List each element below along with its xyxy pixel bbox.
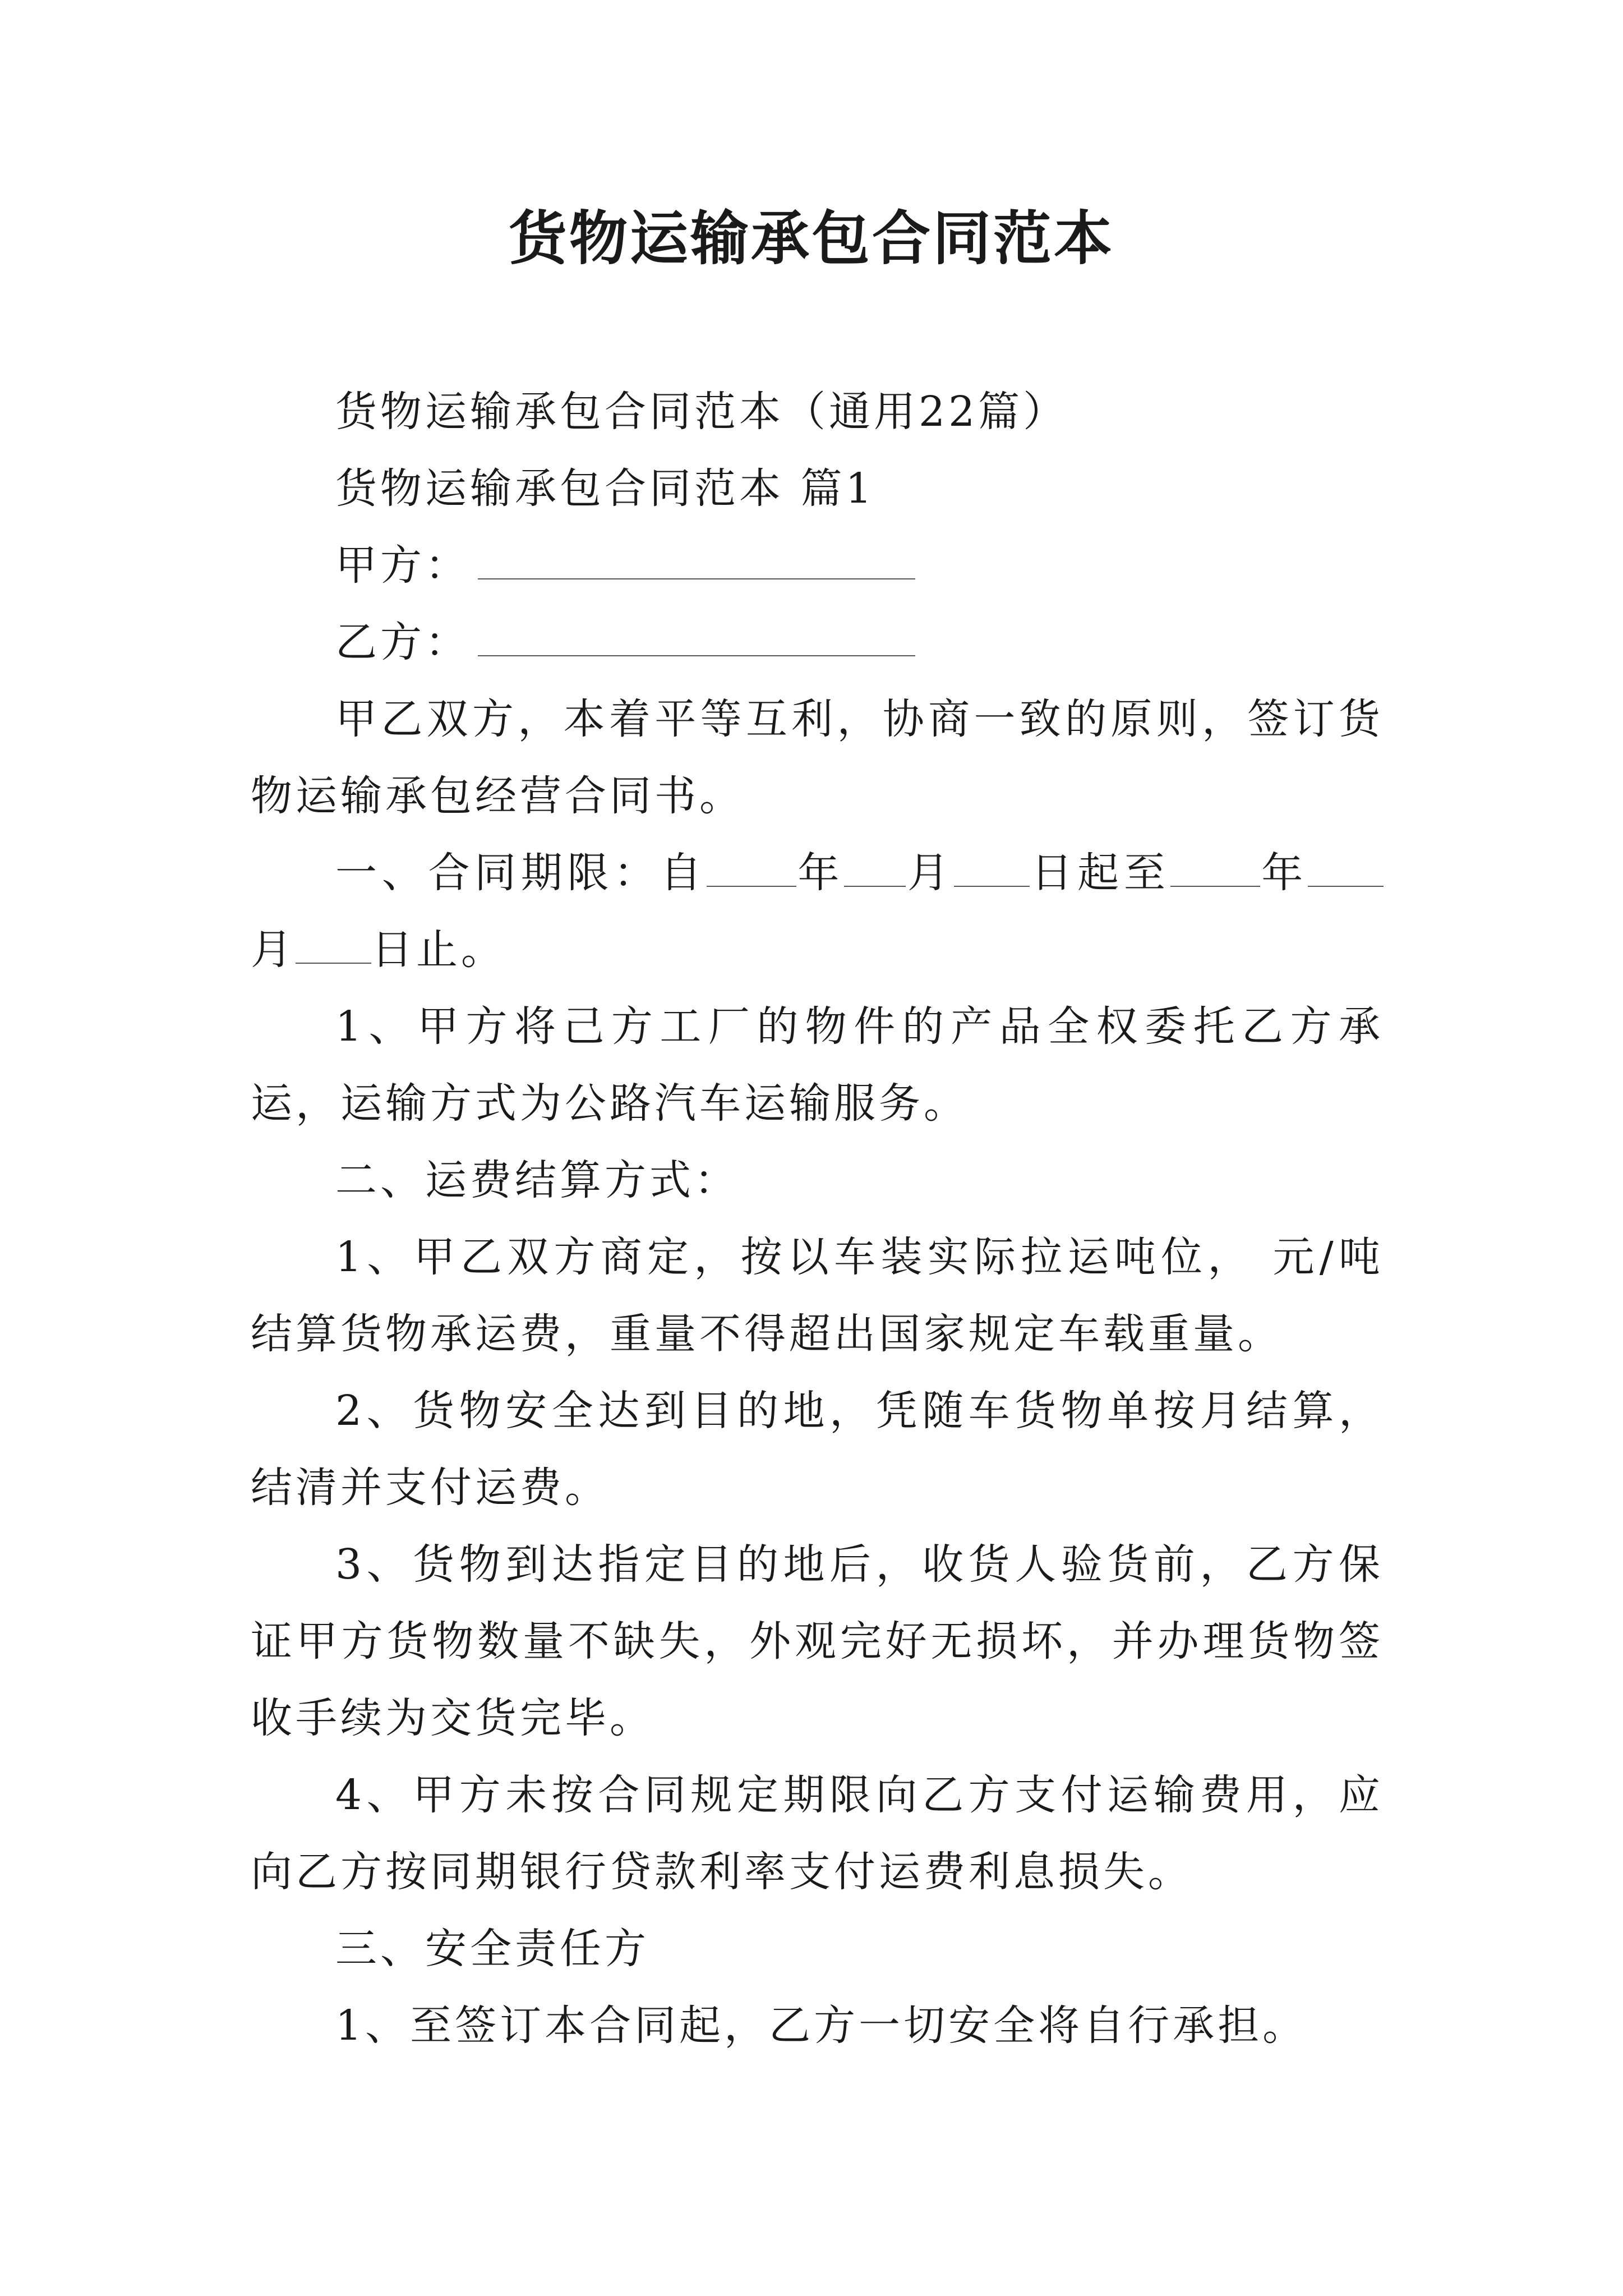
document-body bbox=[251, 374, 1384, 2064]
document-title: 货物运输承包合同范本 bbox=[508, 204, 1114, 273]
clause-2-4: 4、甲方未按合同规定期限向乙方支付运输费用，应向乙方按同期银行贷款利率支付运费利息损失。 bbox=[251, 1771, 1384, 1896]
end-year-blank bbox=[1170, 852, 1260, 887]
end-month-blank bbox=[1308, 852, 1384, 887]
term-year-2: 年 bbox=[1260, 849, 1308, 897]
term-month-2: 月 bbox=[251, 926, 296, 974]
clause-2-3: 3、货物到达指定目的地后，收货人验货前，乙方保证甲方货物数量不缺失，外观完好无损坏，并办理货物签收手续为交货完毕。 bbox=[251, 1540, 1384, 1742]
term-day-to: 日起至 bbox=[1029, 849, 1170, 897]
clause-2-2: 2、货物安全达到目的地，凭随车货物单按月结算，结清并支付运费。 bbox=[251, 1387, 1384, 1512]
clause-3-1: 1、至签订本合同起，乙方一切安全将自行承担。 bbox=[335, 2001, 1308, 2050]
end-day-blank bbox=[296, 929, 371, 964]
subtitle: 货物运输承包合同范本（通用22篇） bbox=[335, 388, 1068, 436]
section-heading: 货物运输承包合同范本 篇1 bbox=[335, 464, 875, 513]
party-a-line bbox=[251, 527, 1384, 604]
term-year-1: 年 bbox=[796, 849, 845, 897]
intro-paragraph: 甲乙双方，本着平等互利，协商一致的原则，签订货物运输承包经营合同书。 bbox=[251, 695, 1384, 820]
clause-1-1: 1、甲方将己方工厂的物件的产品全权委托乙方承运，运输方式为公路汽车运输服务。 bbox=[251, 1002, 1384, 1128]
start-year-blank bbox=[707, 852, 796, 887]
term-prefix: 一、合同期限：自 bbox=[335, 849, 707, 897]
term-end: 日止。 bbox=[371, 926, 506, 974]
party-b-label: 乙方： bbox=[335, 618, 470, 666]
clause-2-1: 1、甲乙双方商定，按以车装实际拉运吨位， 元/吨结算货物承运费，重量不得超出国家规定车载重量。 bbox=[251, 1233, 1384, 1358]
heading-3: 三、安全责任方 bbox=[335, 1925, 649, 1973]
start-day-blank bbox=[954, 852, 1030, 887]
heading-2: 二、运费结算方式： bbox=[335, 1156, 739, 1204]
party-a-blank bbox=[478, 545, 915, 579]
party-b-line bbox=[251, 604, 1384, 681]
party-b-blank bbox=[478, 622, 915, 656]
party-a-label: 甲方： bbox=[335, 541, 470, 590]
term-month-1: 月 bbox=[906, 849, 954, 897]
contract-term-paragraph bbox=[251, 835, 1384, 988]
start-month-blank bbox=[844, 852, 906, 887]
